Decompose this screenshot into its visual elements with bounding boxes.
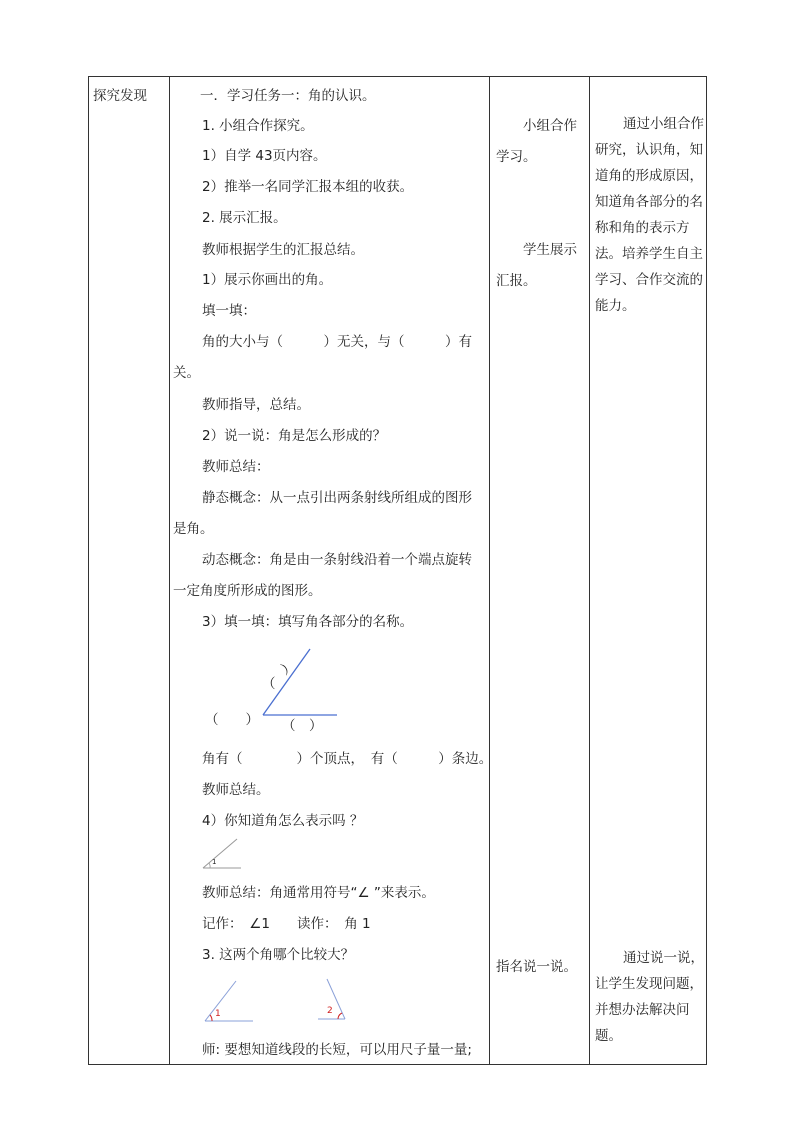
text-line: 角的大小与（ ）无关，与（ ）有 bbox=[202, 334, 472, 350]
stage-label: 探究发现 bbox=[93, 88, 147, 104]
text-line: 教师根据学生的汇报总结。 bbox=[202, 242, 364, 258]
text-line: 教师总结： bbox=[202, 459, 270, 475]
text-line: 2. 展示汇报。 bbox=[202, 210, 287, 226]
student-activity-line: 指名说一说。 bbox=[496, 959, 577, 975]
student-activity-line: 学生展示 bbox=[523, 242, 577, 258]
student-activity-line: 汇报。 bbox=[496, 273, 537, 289]
text-line: 2）说一说：角是怎么形成的？ bbox=[202, 428, 387, 444]
text-line: 角有（ ）个顶点， 有（ ）条边。 bbox=[202, 751, 493, 767]
text-line: 1. 小组合作探究。 bbox=[202, 118, 314, 134]
text-line: 填一填： bbox=[202, 303, 256, 319]
text-line: 4）你知道角怎么表示吗 ？ bbox=[202, 813, 364, 829]
side-blank: （ ） bbox=[282, 718, 323, 734]
text-line: 教师总结：角通常用符号“∠ ”来表示。 bbox=[202, 885, 435, 901]
angle1-label: 1 bbox=[215, 1009, 221, 1019]
angle2-arc bbox=[338, 1013, 342, 1019]
text-line: 关。 bbox=[173, 365, 200, 381]
text-line: 记作： ∠1 读作： 角 1 bbox=[202, 916, 371, 932]
design-intent-note: 通过小组合作研究，认识角，知道角的形成原因，知道角各部分的名称和角的表示方法。培养学生自主学习、合作交流的能力。 bbox=[595, 116, 704, 314]
design-intent-note: 通过说一说，让学生发现问题，并想办法解决问题。 bbox=[595, 950, 704, 1044]
text-line: 教师指导，总结。 bbox=[202, 397, 310, 413]
text-line: 2）推举一名同学汇报本组的收获。 bbox=[202, 179, 414, 195]
text-line: 1）自学 43页内容。 bbox=[202, 148, 327, 164]
text-line: 动态概念：角是由一条射线沿着一个端点旋转 bbox=[202, 552, 472, 568]
text-line: 是角。 bbox=[173, 521, 214, 537]
text-line: 师: 要想知道线段的长短，可以用尺子量一量; bbox=[202, 1042, 472, 1058]
student-activity-line: 小组合作 bbox=[523, 118, 577, 134]
student-activity-line: 学习。 bbox=[496, 149, 537, 165]
text-line: 1）展示你画出的角。 bbox=[202, 272, 333, 288]
text-line: 一定角度所形成的图形。 bbox=[173, 583, 322, 599]
text-line: 3. 这两个角哪个比较大？ bbox=[202, 947, 355, 963]
angle2-label: 2 bbox=[327, 1006, 333, 1016]
text-line: 教师总结。 bbox=[202, 782, 270, 798]
vertex-blank: （ ） bbox=[205, 712, 259, 728]
section-title: 一．学习任务一：角的认识。 bbox=[200, 88, 376, 104]
text-line: 3）填一填：填写角各部分的名称。 bbox=[202, 614, 414, 630]
angle-blank: （ bbox=[262, 676, 276, 692]
notation-label: 1 bbox=[212, 858, 217, 866]
side-blank-upper: ） bbox=[278, 657, 299, 679]
angle1-arc bbox=[210, 1015, 212, 1021]
text-line: 静态概念：从一点引出两条射线所组成的图形 bbox=[202, 490, 472, 506]
